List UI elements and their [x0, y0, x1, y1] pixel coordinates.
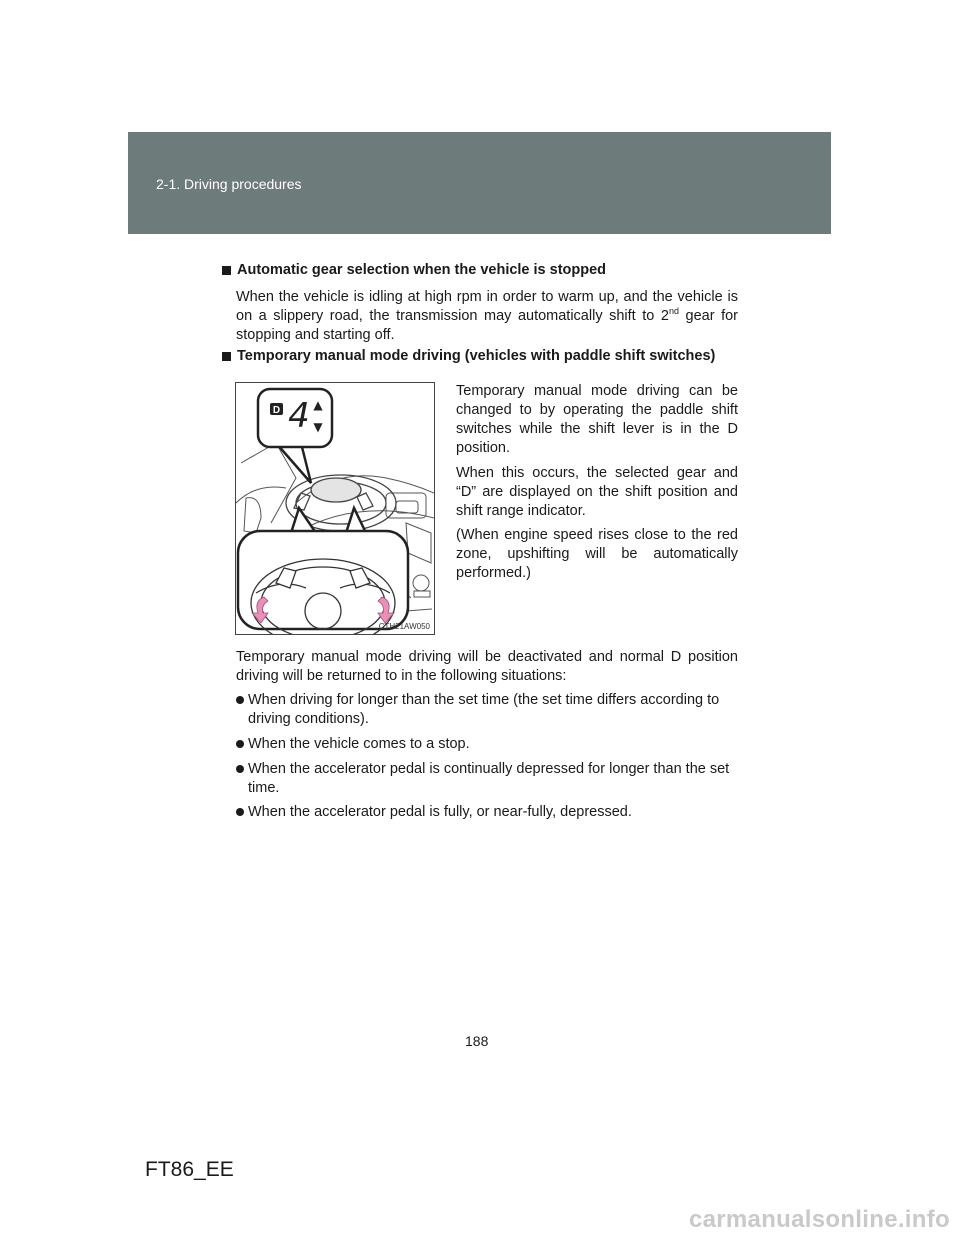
bullet-icon: [236, 740, 244, 748]
section-heading-auto-gear: [222, 262, 606, 278]
list-item: [236, 691, 738, 729]
header-title: 2-1. Driving procedures: [156, 176, 302, 192]
square-bullet-icon: [222, 266, 231, 275]
list-item: [236, 760, 738, 798]
list-item-text: When the accelerator pedal is continually depressed for longer than the set time.: [248, 761, 730, 796]
para-line: stopping and starting off.: [236, 327, 395, 343]
paddle-shift-figure: [235, 382, 435, 635]
list-item-text: When driving for longer than the set time (the set time differs according to driving conditions).: [248, 692, 720, 727]
indicator-gear: 4: [288, 396, 310, 436]
bullet-icon: [236, 696, 244, 704]
list-item: [236, 803, 738, 822]
watermark: carmanualsonline.info: [688, 1206, 950, 1233]
deactivation-paragraph: Temporary manual mode driving will be deactivated and normal D position driving will be returned to in the following situations:: [236, 649, 738, 684]
bullet-icon: [236, 808, 244, 816]
list-item-text: When the vehicle comes to a stop.: [248, 736, 470, 752]
side-paragraph-2: When this occurs, the selected gear and “D” are displayed on the shift position and shift range indicator.: [456, 465, 738, 519]
superscript-nd: nd: [668, 306, 679, 317]
side-paragraph-1: Temporary manual mode driving can be changed to by operating the paddle shift switches while the shift lever is in the D position.: [456, 383, 738, 456]
list-item: [236, 735, 738, 754]
paddle-shift-illustration: [236, 383, 434, 634]
section-heading-text: Automatic gear selection when the vehicle is stopped: [237, 262, 607, 278]
figure-code: CTH21AW050: [378, 622, 430, 631]
down-arrow-icon: ▼: [313, 420, 323, 434]
section-heading-temp-manual: [222, 348, 715, 364]
para-line: When the vehicle is idling at high rpm in order to warm up, and the vehicle is: [236, 289, 738, 305]
header-bar: [128, 132, 831, 234]
list-item-text: When the accelerator pedal is fully, or near-fully, depressed.: [248, 804, 632, 820]
square-bullet-icon: [222, 352, 231, 361]
para-line: [236, 307, 738, 326]
indicator-letter: D: [272, 405, 281, 416]
bullet-icon: [236, 765, 244, 773]
section-heading-text: Temporary manual mode driving (vehicles with paddle shift switches): [237, 348, 716, 364]
auto-gear-paragraph: [236, 288, 738, 345]
document-code: FT86_EE: [145, 1158, 234, 1181]
para-line-part: on a slippery road, the transmission may automatically shift to 2: [236, 308, 669, 324]
para-line-part: gear for: [678, 308, 738, 324]
up-arrow-icon: ▲: [313, 398, 323, 412]
page-number: 188: [465, 1033, 489, 1049]
side-paragraph-3: (When engine speed rises close to the red zone, upshifting will be automatically performed.): [456, 527, 738, 581]
